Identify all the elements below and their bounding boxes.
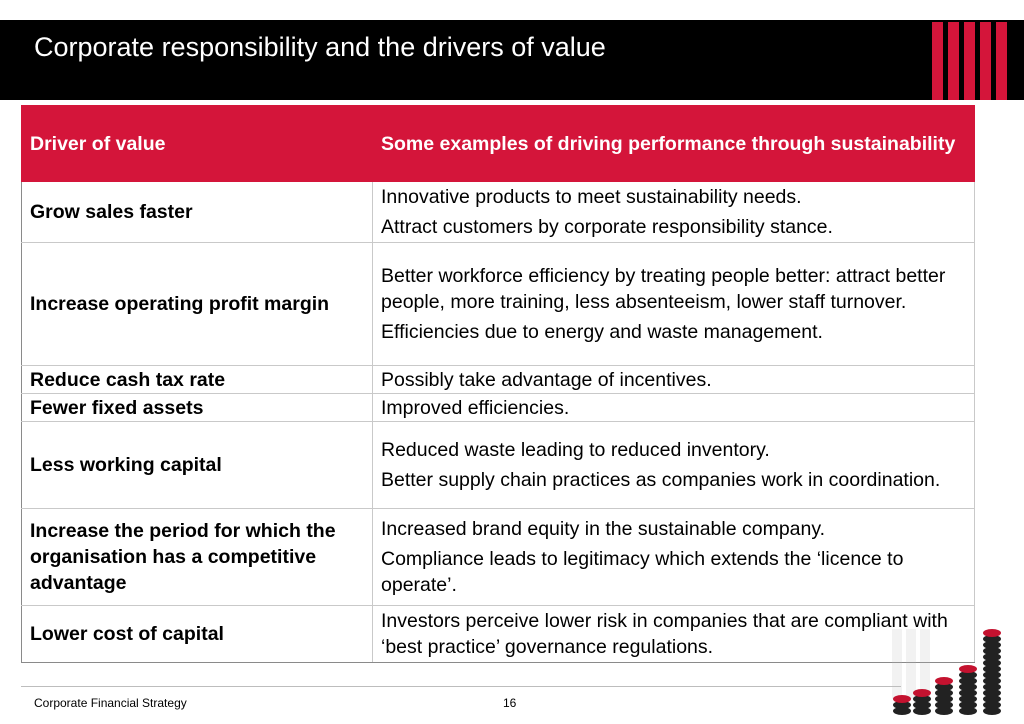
table-row — [22, 243, 975, 366]
driver-cell: Increase operating profit margin — [22, 243, 373, 366]
table-row — [22, 509, 975, 606]
stacked-coins-image — [888, 625, 1024, 721]
examples-cell — [373, 243, 975, 366]
table-row — [22, 606, 975, 663]
column-header-driver: Driver of value — [22, 106, 373, 182]
example-text: Compliance leads to legitimacy which extends the ‘licence to operate’. — [381, 548, 904, 596]
example-text: Better workforce efficiency by treating people better: attract better people, more training, less absenteeism, lower staff turnover. — [381, 265, 946, 313]
examples-cell — [373, 422, 975, 509]
table-row — [22, 182, 975, 243]
column-header-examples: Some examples of driving performance through sustainability — [373, 106, 975, 182]
example-text: Improved efficiencies. — [381, 396, 570, 419]
example-text: Increased brand equity in the sustainable company. — [381, 518, 826, 540]
slide-title: Corporate responsibility and the drivers of value — [34, 32, 606, 62]
footer-divider — [21, 686, 901, 687]
driver-cell: Fewer fixed assets — [22, 394, 373, 422]
page-number: 16 — [503, 696, 517, 710]
example-text: Efficiencies due to energy and waste management. — [381, 321, 823, 343]
driver-cell: Less working capital — [22, 422, 373, 509]
table-row — [22, 366, 975, 394]
examples-cell — [373, 366, 975, 394]
driver-cell: Lower cost of capital — [22, 606, 373, 663]
example-text: Possibly take advantage of incentives. — [381, 368, 712, 391]
drivers-table — [21, 105, 975, 663]
examples-cell — [373, 394, 975, 422]
red-stripes-logo-icon — [932, 22, 1010, 100]
examples-cell — [373, 182, 975, 243]
example-text: Attract customers by corporate responsibility stance. — [381, 216, 833, 238]
footer-title: Corporate Financial Strategy — [34, 696, 187, 710]
example-text: Innovative products to meet sustainability needs. — [381, 186, 802, 208]
driver-cell: Reduce cash tax rate — [22, 366, 373, 394]
table-row — [22, 422, 975, 509]
example-text: Reduced waste leading to reduced inventory. — [381, 439, 770, 461]
examples-cell — [373, 509, 975, 606]
example-text: Better supply chain practices as companies work in coordination. — [381, 469, 941, 491]
driver-cell: Grow sales faster — [22, 182, 373, 243]
example-text: Investors perceive lower risk in companies that are compliant with ‘best practice’ governance regulations. — [381, 610, 948, 658]
examples-cell — [373, 606, 975, 663]
table-row — [22, 394, 975, 422]
table-header-row — [22, 106, 975, 182]
driver-cell: Increase the period for which the organisation has a competitive advantage — [22, 509, 373, 606]
